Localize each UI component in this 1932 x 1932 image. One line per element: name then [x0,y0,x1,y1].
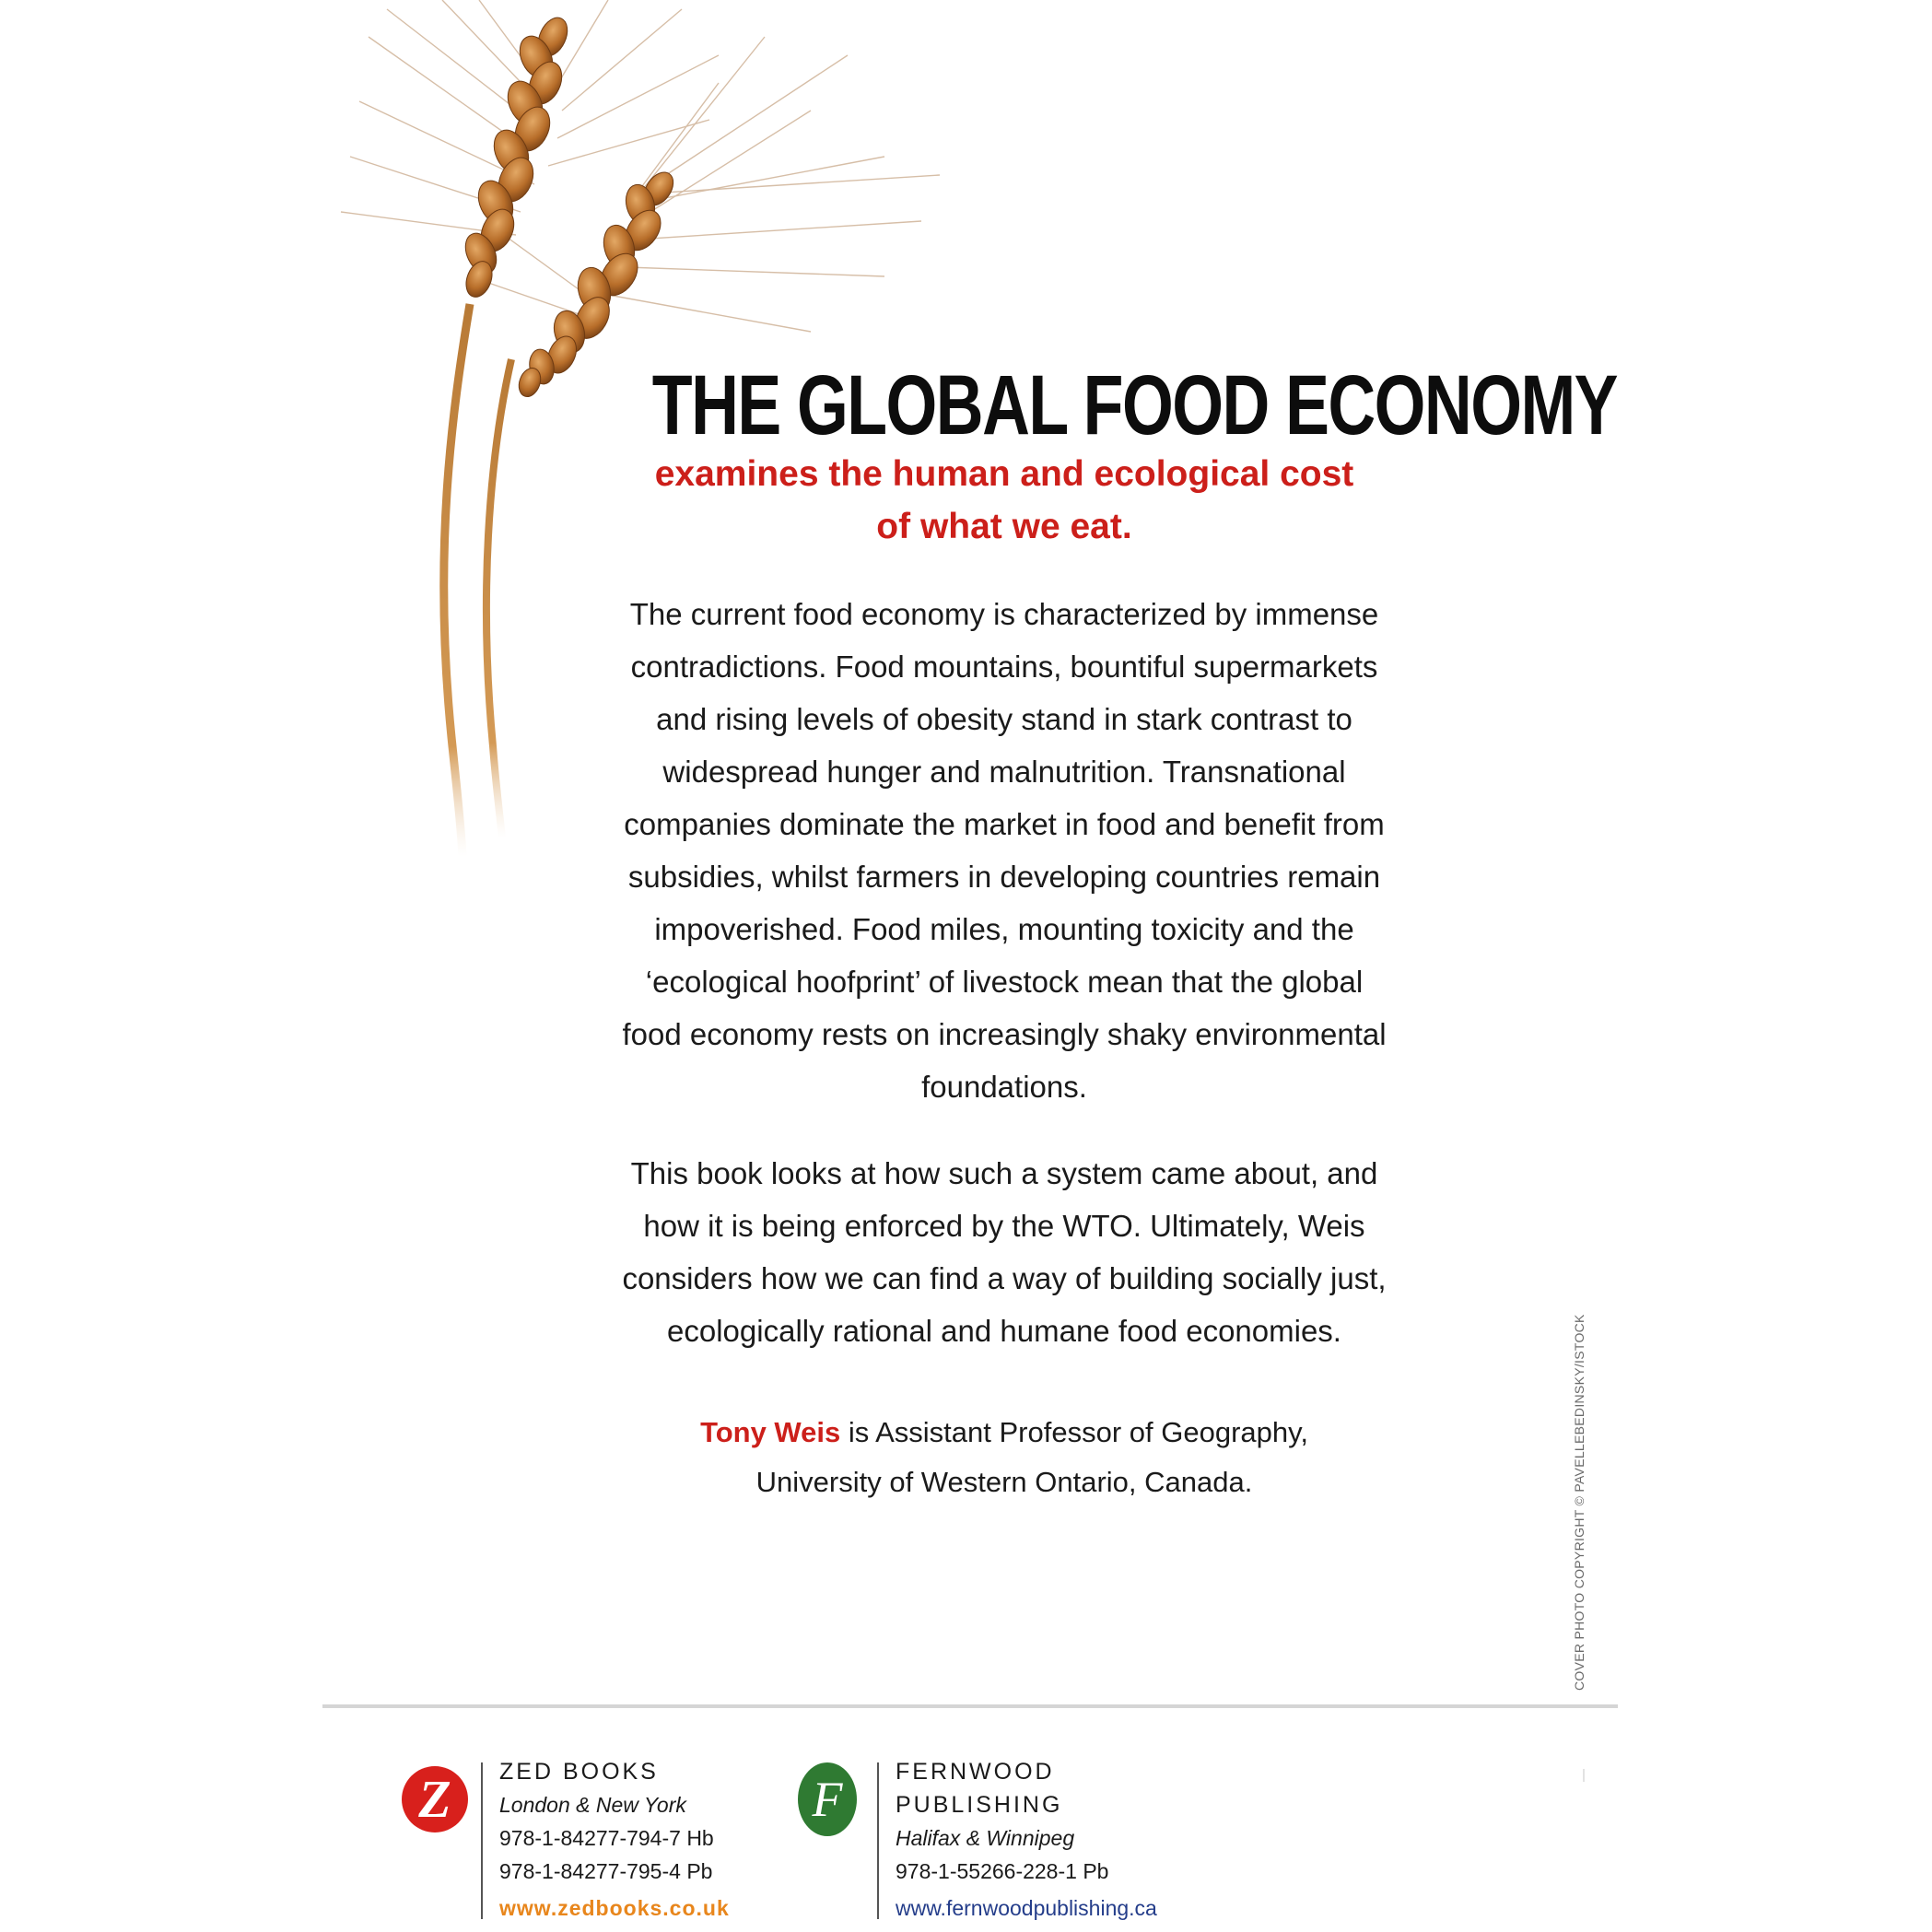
author-affiliation: University of Western Ontario, Canada. [755,1466,1253,1498]
publisher-location: London & New York [499,1793,686,1817]
text-line: subsidies, whilst farmers in developing countries remain [627,860,1381,894]
text-line: The current food economy is characterized by immense [629,597,1379,631]
text-line: food economy rests on increasingly shaky environmental [622,1017,1387,1051]
text-line: companies dominate the market in food and benefit from [624,807,1385,841]
description-paragraph [553,588,1456,1113]
publisher-name: ZED BOOKS [499,1759,659,1785]
isbn-paperback: 978-1-84277-795-4 Pb [499,1859,713,1883]
publisher-divider [877,1762,879,1919]
author-bio-line [553,1408,1456,1458]
book-title: THE GLOBAL FOOD ECONOMY [651,358,1617,452]
fernwood-website-link[interactable]: www.fernwoodpublishing.ca [896,1896,1157,1920]
text-line: foundations. [921,1070,1087,1104]
publisher-name: PUBLISHING [896,1792,1063,1818]
text-line: ‘ecological hoofprint’ of livestock mean that the global [645,965,1364,999]
author-title: is Assistant Professor of Geography, [840,1416,1308,1448]
fernwood-details [896,1755,1282,1925]
text-line: how it is being enforced by the WTO. Ultimately, Weis [643,1209,1365,1243]
decorative-mark [1583,1769,1585,1782]
text-line: considers how we can find a way of building socially just, [622,1261,1387,1295]
text-line: widespread hunger and malnutrition. Transnational [662,755,1346,789]
subtitle-line: of what we eat. [876,507,1132,546]
book-subtitle [553,448,1456,553]
description-paragraph [553,1147,1456,1357]
zed-books-logo-icon [402,1766,468,1832]
fernwood-logo-icon [798,1762,857,1836]
zed-logo-letter: Z [418,1769,451,1829]
text-line: impoverished. Food miles, mounting toxicity and the [654,912,1354,946]
text-line: contradictions. Food mountains, bountiful supermarkets [630,650,1378,684]
isbn-hardback: 978-1-84277-794-7 Hb [499,1826,714,1850]
isbn-paperback: 978-1-55266-228-1 Pb [896,1859,1109,1883]
publisher-location: Halifax & Winnipeg [896,1826,1075,1850]
publisher-divider [481,1762,483,1919]
text-line: and rising levels of obesity stand in stark contrast to [656,702,1352,736]
photo-credit: COVER PHOTO COPYRIGHT © PAVELLEBEDINSKY/ISTOCK [1572,1314,1587,1691]
fernwood-logo-letter: F [812,1772,843,1827]
footer-divider [322,1704,1618,1708]
author-bio [553,1408,1456,1507]
text-line: ecologically rational and humane food economies. [667,1314,1341,1348]
text-line: This book looks at how such a system came about, and [630,1156,1378,1190]
author-name: Tony Weis [700,1416,841,1448]
publisher-name: FERNWOOD [896,1759,1055,1785]
subtitle-line: examines the human and ecological cost [654,454,1354,494]
zed-website-link[interactable]: www.zedbooks.co.uk [499,1896,730,1920]
